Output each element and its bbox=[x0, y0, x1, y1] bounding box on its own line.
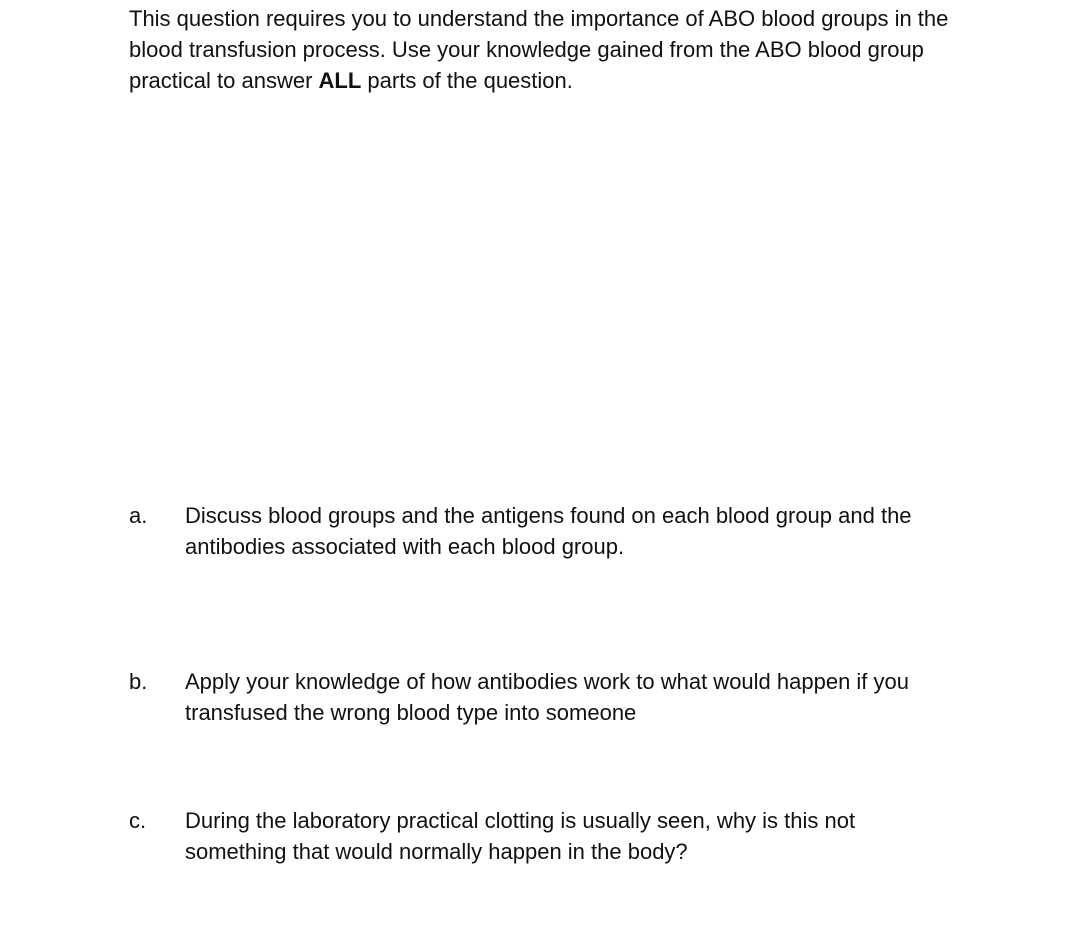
question-letter: c. bbox=[129, 808, 147, 833]
intro-text: This question requires you to understand the importance of ABO blood groups in the blood transfusion process. Use your knowledge gained from the ABO blood group practical to answer bbox=[129, 6, 949, 93]
question-letter: a. bbox=[129, 503, 148, 528]
question-text: During the laboratory practical clotting is usually seen, why is this not something that would normally happen in the body? bbox=[185, 808, 856, 864]
question-text: Discuss blood groups and the antigens found on each blood group and the antibodies associated with each blood group. bbox=[185, 503, 912, 559]
question-text: Apply your knowledge of how antibodies work to what would happen if you transfused the wrong blood type into someone bbox=[185, 669, 910, 725]
question-letter: b. bbox=[129, 669, 148, 694]
intro-bold-all: ALL bbox=[318, 68, 362, 93]
intro-text-end: parts of the question. bbox=[361, 68, 573, 93]
intro-paragraph bbox=[129, 3, 949, 96]
